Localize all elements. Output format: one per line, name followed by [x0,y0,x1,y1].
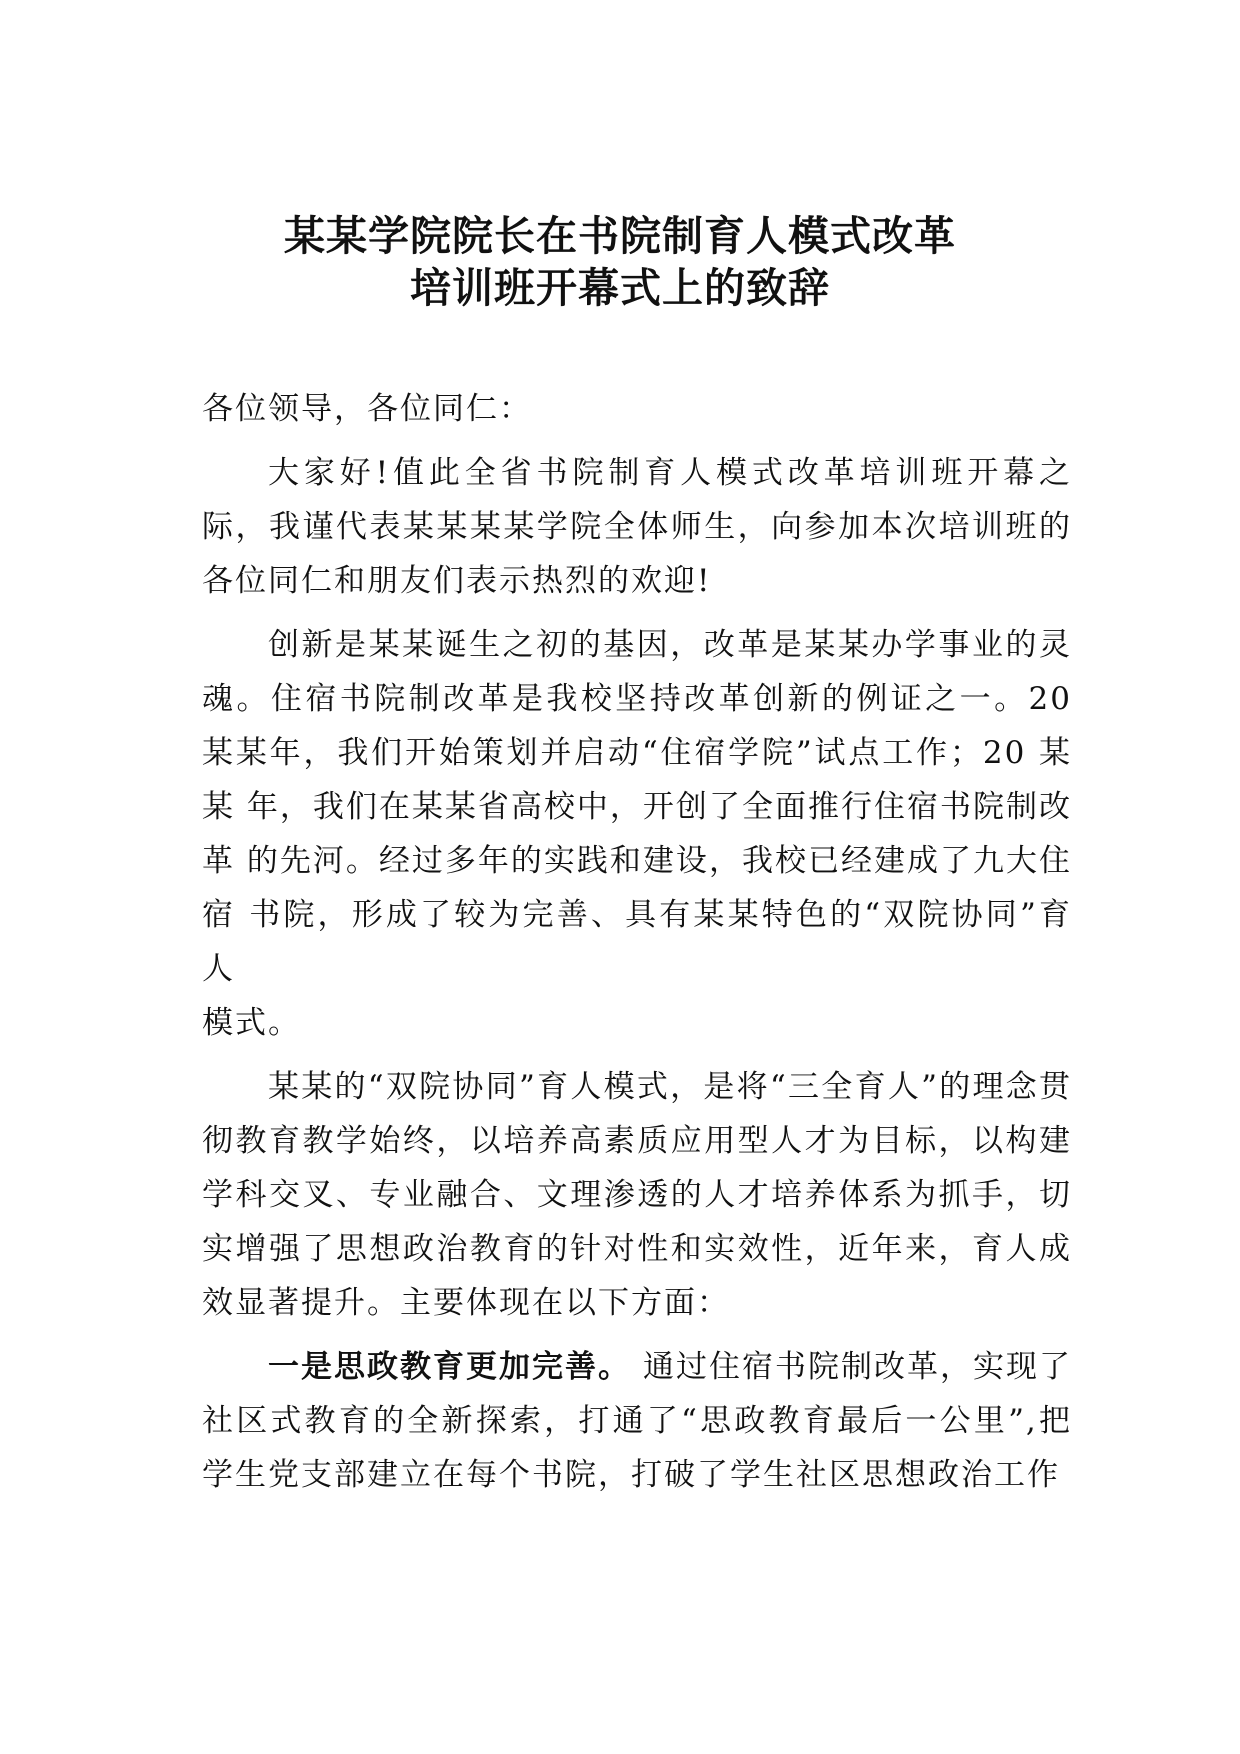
paragraph-innovation-main: 创新是某某诞生之初的基因，改革是某某办学事业的灵魂。住宿书院制改革是我校坚持改革创新的例证之一。20 某某年，我们开始策划并启动“住宿学院”试点工作；20 某某 年，我们在某某省高校中，开创了全面推行住宿书院制改革 的先河。经过多年的实践和建设，我校已经建成了九大住宿 书院，形成了较为完善、具有某某特色的“双院协同”育人 [202,627,1072,987]
point-one-heading: 一是思政教育更加完善。 [268,1349,632,1385]
title-line-1: 某某学院院长在书院制育人模式改革 [284,212,956,260]
title-line-2: 培训班开幕式上的致辞 [410,264,830,312]
paragraph-innovation [202,618,1072,1050]
paragraph-dual-college-model: 某某的“双院协同”育人模式，是将“三全育人”的理念贯彻教育教学始终，以培养高素质应用型人才为目标，以构建学科交叉、专业融合、文理渗透的人才培养体系为抓手，切实增强了思想政治教育的针对性和实效性，近年来，育人成效显著提升。主要体现在以下方面： [202,1069,1072,1321]
paragraph-innovation-tail: 模式。 [202,1005,301,1041]
document-body [202,382,1072,1512]
salutation: 各位领导，各位同仁： [202,391,532,427]
paragraph-point-one [202,1340,1072,1502]
document-title [0,210,1240,314]
paragraph-welcome: 大家好!值此全省书院制育人模式改革培训班开幕之际，我谨代表某某某某学院全体师生，向参加本次培训班的各位同仁和朋友们表示热烈的欢迎! [202,455,1072,599]
point-one-text: 通过住宿书院制改革，实现了社区式教育的全新探索，打通了“思政教育最后一公里”,把学生党支部建立在每个书院，打破了学生社区思想政治工作 [202,1349,1073,1493]
